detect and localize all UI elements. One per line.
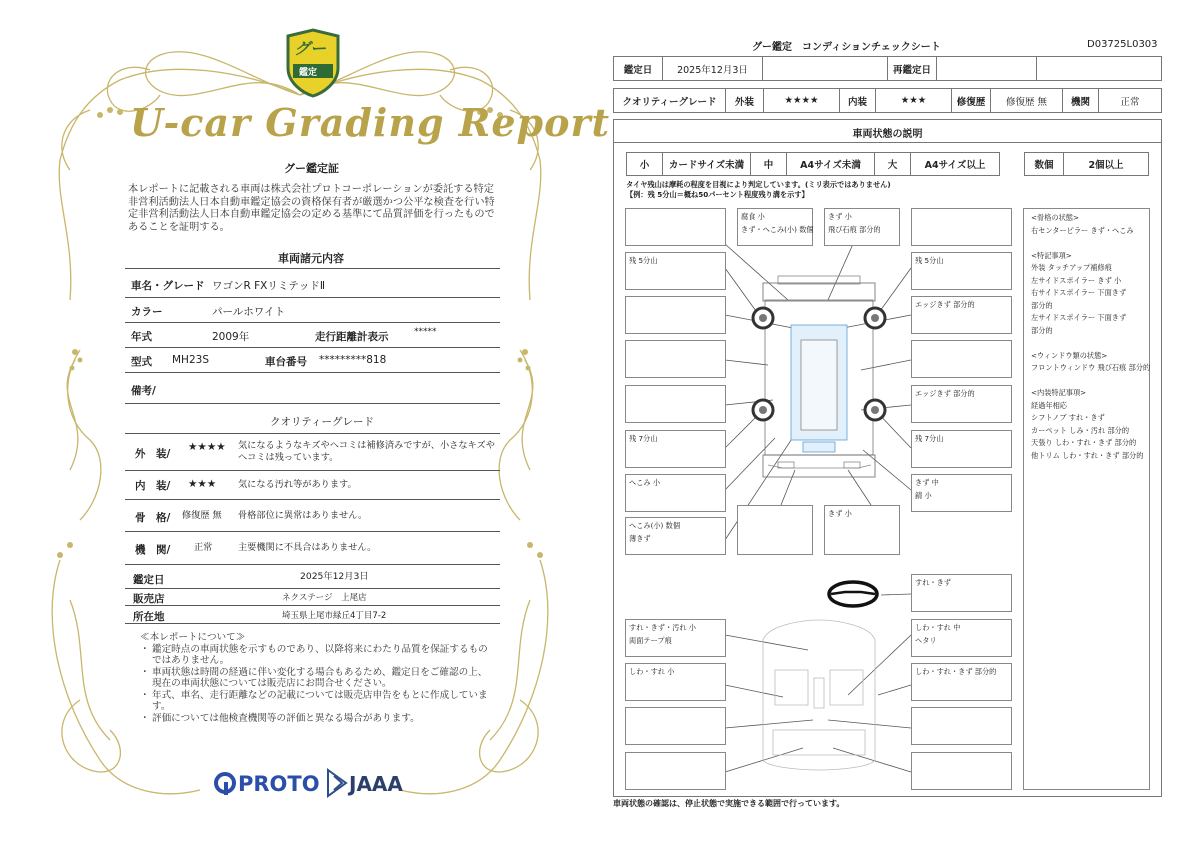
quality-interior-label: 内 装/ (135, 480, 171, 492)
legend-medium: 中 (750, 152, 787, 176)
quality-title: クオリティーグレード (270, 416, 374, 428)
appraisal-address-value: 埼玉県上尾市緑丘4丁目7-2 (282, 611, 387, 621)
appraisal-address-label: 所在地 (133, 611, 165, 623)
note-item: ・ 鑑定時点の車両状態を示すものであり、以降将来にわたり品質を保証するものではありません。 (140, 643, 488, 666)
proto-logo-icon (214, 772, 238, 796)
sheet-title: グー鑑定 コンディションチェックシート (752, 42, 941, 53)
legend-count: 数個 (1024, 152, 1064, 176)
box-interior-8 (911, 752, 1012, 790)
spec-model-label: 型式 (131, 356, 152, 368)
section-title: 車両状態の説明 (852, 129, 923, 140)
box-interior-1: すれ・きず・汚れ 小 両面テープ痕 (625, 619, 726, 657)
jaaa-logo-icon (326, 768, 348, 798)
box-right-4: エッジきず 部分的 (911, 385, 1012, 423)
box-left-2 (625, 296, 726, 334)
quality-interior-stars: ★★★ (188, 478, 217, 490)
legend-small: 小 (626, 152, 663, 176)
quality-engine-text: 主要機関に不具合はありません。 (238, 542, 377, 553)
cert-text: 本レポートに記載される車両は株式会社プロトコーポレーションが委託する特定非営利活動法人日本自動車鑑定協会の資格保有者が厳選かつ公平な検査を行い特定非営利活動法人日本自動車鑑定協会の定める基準にて品質評価を行ったものであることを証明する。 (128, 184, 495, 233)
box-interior-3: しわ・すれ 小 (625, 663, 726, 701)
spec-remarks-label: 備考/ (131, 385, 156, 397)
tire-note-2: 【例：残 5分山＝概ね50パーセント程度残り溝を示す】 (626, 190, 809, 199)
box-left-5: 残 7分山 (625, 430, 726, 468)
box-right-3 (911, 340, 1012, 378)
reappraisal-label: 再鑑定日 (887, 56, 937, 81)
legend-small-desc: カードサイズ未満 (662, 152, 751, 176)
box-interior-6 (911, 707, 1012, 745)
box-rear-bumper-left (737, 505, 813, 555)
sheet-footer: 車両状態の確認は、停止状態で実施できる範囲で行っています。 (613, 799, 845, 808)
note-item: ・ 年式、車名、走行距離などの記載については販売店申告をもとに作成しています。 (140, 689, 488, 712)
box-interior-7 (625, 752, 726, 790)
quality-frame-value: 修復歴 無 (182, 510, 222, 521)
note-item: ・ 評価については他検査機関等の評価と異なる場合があります。 (140, 712, 420, 724)
box-interior-5 (625, 707, 726, 745)
appraisal-date-label: 鑑定日 (133, 574, 165, 586)
box-front-right-top (911, 208, 1012, 246)
box-steering: すれ・きず (911, 574, 1012, 612)
spec-year-label: 年式 (131, 331, 152, 343)
badge-bottom-text: 鑑定 (299, 68, 318, 78)
quality-frame-text: 骨格部位に異常はありません。 (238, 510, 368, 521)
box-left-6: へこみ 小 (625, 474, 726, 512)
repair-label: 修復歴 (951, 88, 991, 113)
jaaa-logo-text: JAAA (349, 772, 403, 796)
quality-exterior-label: 外 装/ (135, 448, 171, 460)
spec-name-value: ワゴンR FXリミテッドⅡ (212, 280, 326, 292)
box-rear-bumper-right: きず 小 (824, 505, 900, 555)
box-interior-4: しわ・すれ・きず 部分的 (911, 663, 1012, 701)
appraisal-shop-value: ネクステージ 上尾店 (282, 593, 367, 603)
legend-count-desc: 2個以上 (1063, 152, 1149, 176)
spec-chassis-label: 車台番号 (265, 356, 307, 368)
box-right-2: エッジきず 部分的 (911, 296, 1012, 334)
box-front-left-top (625, 208, 726, 246)
quality-exterior-text: 気になるようなキズやヘコミは補修済みですが、小さなキズやヘコミは残っています。 (238, 440, 495, 463)
doc-id: D03725L0303 (1087, 39, 1158, 50)
box-left-4 (625, 385, 726, 423)
box-left-1: 残 5分山 (625, 252, 726, 290)
side-notes: <骨格の状態> 右センターピラー きず・へこみ <特記事項> 外装 タッチアップ補修痕 左サイドスポイラー きず 小 右サイドスポイラー 下面きず 部分的 左サイドスポイラー 下面きず 部分的 <ウィンドウ類の状態> フロントウィンドウ 飛び石痕 部分的 <内装特記事項> 経過年相応 シフトノブ すれ・きず カーペット しみ・汚れ 部分的 天張り しわ・すれ・きず 部分的 他トリム しわ・すれ・きず 部分的 (1023, 208, 1150, 790)
report-script-title: U-car Grading Report (130, 100, 611, 145)
box-right-6: きず 中 錆 小 (911, 474, 1012, 512)
spec-chassis-value: *********818 (319, 354, 387, 366)
legend-medium-desc: A4サイズ未満 (786, 152, 875, 176)
appraisal-date-value: 2025年12月3日 (662, 56, 763, 81)
cert-title: グー鑑定証 (284, 162, 339, 175)
spec-model-value: MH23S (172, 354, 209, 366)
engine-label: 機関 (1062, 88, 1099, 113)
quality-interior-text: 気になる汚れ等があります。 (238, 479, 357, 490)
appraisal-shop-label: 販売店 (133, 593, 165, 605)
steering-wheel-icon (829, 582, 877, 606)
spec-color-label: カラー (131, 306, 163, 318)
report-notes (140, 632, 495, 724)
legend-large: 大 (874, 152, 911, 176)
appraisal-date-value: 2025年12月3日 (300, 571, 369, 582)
box-left-7: へこみ(小) 数個 薄きず (625, 517, 726, 555)
spec-color-value: パールホワイト (212, 306, 285, 318)
box-interior-2: しわ・すれ 中 ヘタリ (911, 619, 1012, 657)
box-right-1: 残 5分山 (911, 252, 1012, 290)
repair-value: 修復歴 無 (990, 88, 1063, 113)
box-front-bumper-right: きず 小 飛び石痕 部分的 (824, 208, 900, 246)
box-front-bumper-left: 腐食 小 きず・へこみ(小) 数個 (737, 208, 813, 246)
spec-year-value: 2009年 (212, 331, 250, 343)
tire-note-1: タイヤ残山は摩耗の程度を目視により判定しています。(ミリ表示ではありません) (626, 180, 891, 189)
spec-mileage-value: ***** (414, 327, 437, 337)
engine-value: 正常 (1098, 88, 1162, 113)
quality-engine-value: 正常 (194, 542, 213, 553)
legend-large-desc: A4サイズ以上 (910, 152, 1000, 176)
notes-title: ≪本レポートについて≫ (140, 632, 246, 643)
quality-exterior-stars: ★★★★ (188, 441, 226, 453)
appraisal-date-label: 鑑定日 (613, 56, 663, 81)
ext-value: ★★★★ (763, 88, 840, 113)
int-label: 内装 (839, 88, 876, 113)
spec-name-label: 車名・グレード (131, 280, 205, 292)
spec-mileage-label: 走行距離計表示 (315, 331, 389, 343)
quality-frame-label: 骨 格/ (135, 512, 171, 524)
ext-label: 外装 (725, 88, 764, 113)
box-right-5: 残 7分山 (911, 430, 1012, 468)
spec-title: 車両諸元内容 (278, 252, 344, 265)
badge-top-text: グー (294, 39, 327, 58)
int-value: ★★★ (875, 88, 952, 113)
box-left-3 (625, 340, 726, 378)
proto-logo-text: PROTO (238, 772, 320, 796)
grade-label: クオリティーグレード (613, 88, 726, 113)
note-item: ・ 車両状態は時間の経過に伴い変化する場合もあるため、鑑定日をご確認の上、現在の車両状態については販売店にお問合せください。 (140, 666, 488, 689)
quality-engine-label: 機 関/ (135, 544, 171, 556)
